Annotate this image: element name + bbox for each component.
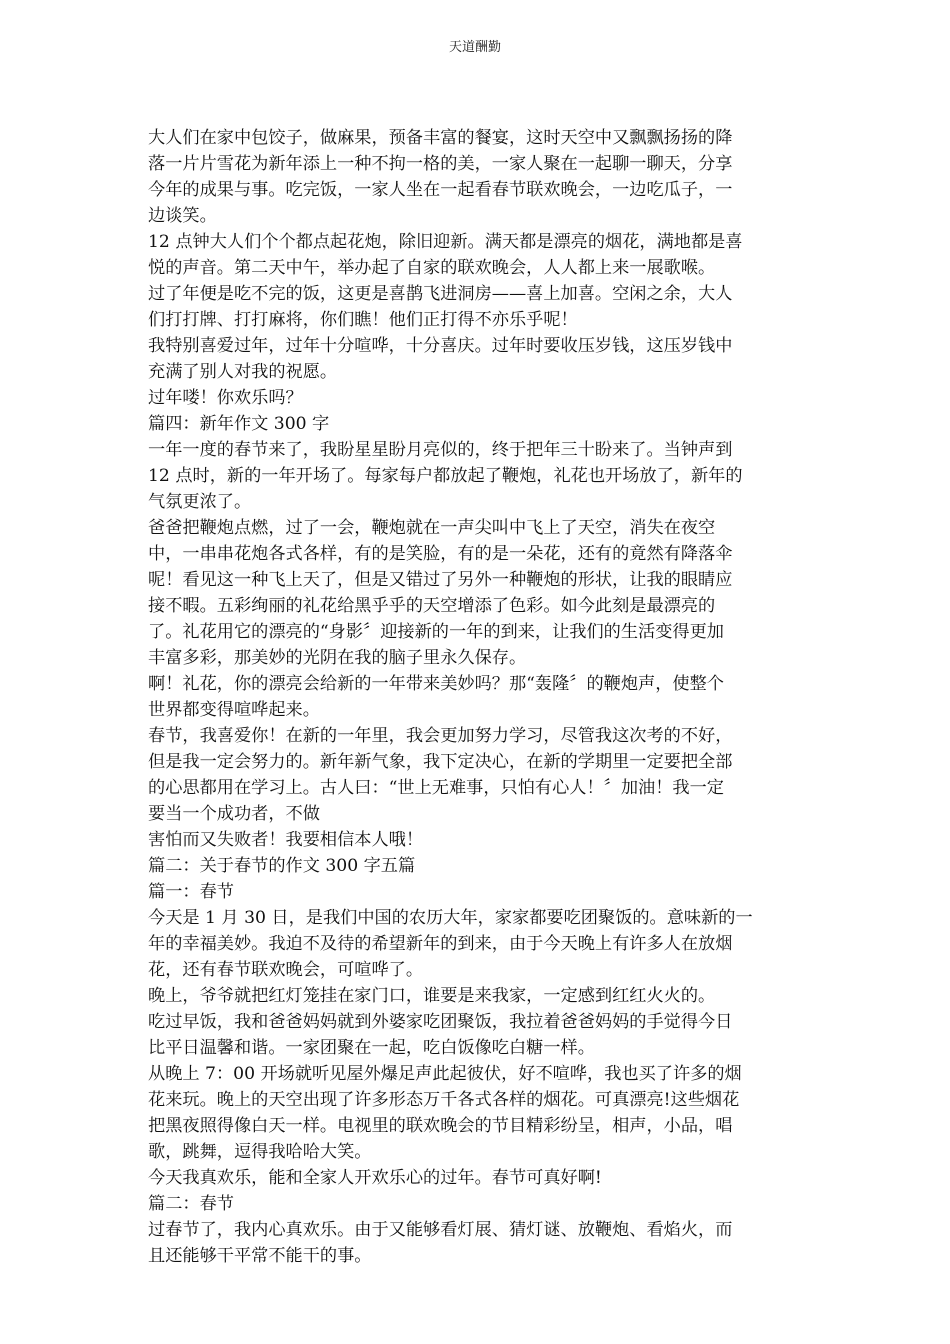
- paragraph: 12 点钟大人们个个都点起花炮，除旧迎新。满天都是漂亮的烟花，满地都是喜 悦的声音。第二天中午，举办起了自家的联欢晚会，人人都上来一展歌喉。: [148, 232, 743, 278]
- paragraph: 我特别喜爱过年，过年十分喧哗，十分喜庆。过年时要收压岁钱，这压岁钱中 充满了别人对我的祝愿。: [148, 336, 733, 382]
- paragraph: 一年一度的春节来了，我盼星星盼月亮似的，终于把年三十盼来了。当钟声到 12 点时，新的一年开场了。每家每户都放起了鞭炮，礼花也开场放了，新年的 气氛更浓了。: [148, 440, 743, 512]
- paragraph: 今天是 1 月 30 日，是我们中国的农历大年，家家都要吃团聚饭的。意味新的一 年的幸福美妙。我迫不及待的希望新年的到来，由于今天晚上有许多人在放烟 花，还有春节联欢晚会，可喧哗了。: [148, 908, 753, 980]
- paragraph: 害怕而又失败者！我要相信本人哦！: [148, 830, 424, 850]
- paragraph: 今天我真欢乐，能和全家人开欢乐心的过年。春节可真好啊!: [148, 1168, 602, 1188]
- page-header: 天道酬勤: [448, 40, 501, 55]
- section-heading: 篇二：春节: [148, 1194, 234, 1214]
- paragraph: 晚上，爷爷就把红灯笼挂在家门口，谁要是来我家，一定感到红红火火的。: [148, 986, 716, 1006]
- paragraph: 过春节了，我内心真欢乐。由于又能够看灯展、猜灯谜、放鞭炮、看焰火，而 且还能够干平常不能干的事。: [148, 1220, 733, 1266]
- section-heading: 篇二：关于春节的作文 300 字五篇: [148, 856, 416, 876]
- paragraph: 吃过早饭，我和爸爸妈妈就到外婆家吃团聚饭，我拉着爸爸妈妈的手觉得今日 比平日温馨和谐。一家团聚在一起，吃白饭像吃白糖一样。: [148, 1012, 733, 1058]
- paragraph: 过了年便是吃不完的饭，这更是喜鹊飞进洞房——喜上加喜。空闲之余，大人 们打打牌、打打麻将，你们瞧！他们正打得不亦乐乎呢！: [148, 284, 733, 330]
- paragraph: 啊！礼花，你的漂亮会给新的一年带来美妙吗？那“轰隆〞的鞭炮声，使整个 世界都变得喧哗起来。: [148, 674, 724, 720]
- paragraph: 过年喽！你欢乐吗？: [148, 388, 303, 408]
- section-heading: 篇四：新年作文 300 字: [148, 414, 330, 434]
- section-heading: 篇一：春节: [148, 882, 234, 902]
- document-body: [148, 125, 808, 1269]
- paragraph: 从晚上 7：00 开场就听见屋外爆足声此起彼伏，好不喧哗，我也买了许多的烟 花来玩。晚上的天空出现了许多形态万千各式各样的烟花。可真漂亮!这些烟花 把黑夜照得像白天一样。电视里的联欢晚会的节目精彩纷呈，相声，小品，唱 歌，跳舞，逗得我哈哈大笑。: [148, 1064, 742, 1162]
- paragraph: 大人们在家中包饺子，做麻果，预备丰富的餐宴，这时天空中又飘飘扬扬的降 落一片片雪花为新年添上一种不拘一格的美，一家人聚在一起聊一聊天，分享 今年的成果与事。吃完饭，一家人坐在一起看春节联欢晚会，一边吃瓜子，一 边谈笑。: [148, 128, 733, 226]
- paragraph: 春节，我喜爱你！在新的一年里，我会更加努力学习，尽管我这次考的不好， 但是我一定会努力的。新年新气象，我下定决心，在新的学期里一定要把全部 的心思都用在学习上。古人曰：“世上无难事，只怕有心人！〞加油！我一定 要当一个成功者，不做: [148, 726, 733, 824]
- paragraph: 爸爸把鞭炮点燃，过了一会，鞭炮就在一声尖叫中飞上了天空，消失在夜空 中，一串串花炮各式各样，有的是笑脸，有的是一朵花，还有的竟然有降落伞 呢！看见这一种飞上天了，但是又错过了另外一种鞭炮的形状，让我的眼睛应 接不暇。五彩绚丽的礼花给黑乎乎的天空增添了色彩。如今此刻是最漂亮的 了。礼花用它的漂亮的“身影〞迎接新的一年的到来，让我们的生活变得更加 丰富多彩，那美妙的光阴在我的脑子里永久保存。: [148, 518, 733, 668]
